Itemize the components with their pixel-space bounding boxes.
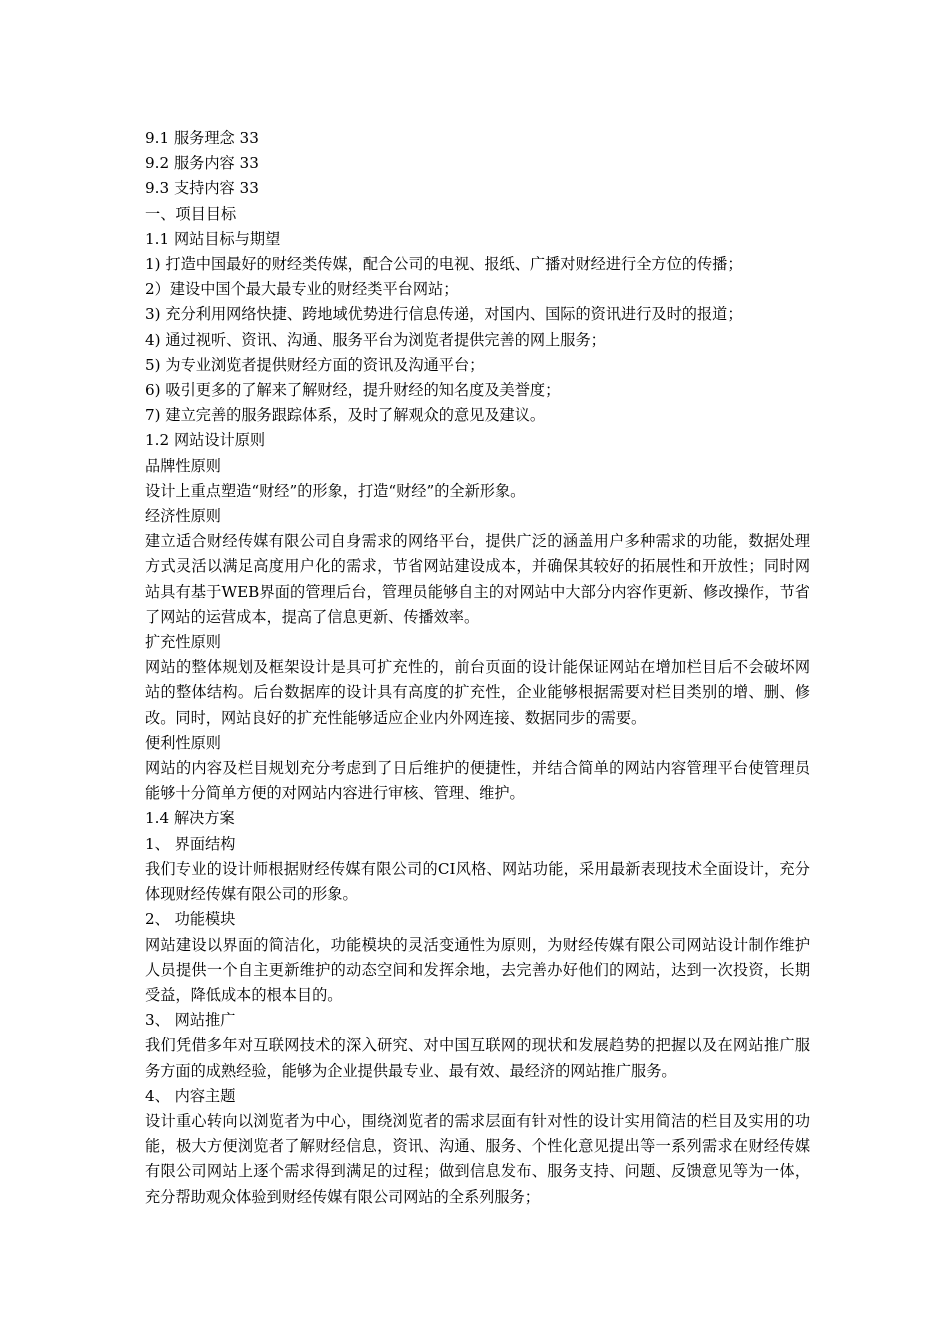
text-line: 9.2 服务内容 33 <box>145 154 259 173</box>
text-line: 品牌性原则 <box>145 456 221 475</box>
text-line: 扩充性原则 <box>145 633 221 652</box>
text-line: 一、项目目标 <box>145 204 237 223</box>
paragraph: 我们专业的设计师根据财经传媒有限公司的CI风格、网站功能，采用最新表现技术全面设计，充分体现财经传媒有限公司的形象。 <box>145 859 810 904</box>
text-line: 6) 吸引更多的了解来了解财经，提升财经的知名度及美誉度； <box>145 381 561 400</box>
text-line: 5) 为专业浏览者提供财经方面的资讯及沟通平台； <box>145 355 485 374</box>
text-line: 3) 充分利用网络快捷、跨地域优势进行信息传递，对国内、国际的资讯进行及时的报道； <box>145 305 743 324</box>
text-line: 1.4 解决方案 <box>145 809 235 828</box>
text-line: 1.1 网站目标与期望 <box>145 229 281 248</box>
text-line: 7) 建立完善的服务跟踪体系，及时了解观众的意见及建议。 <box>145 406 546 425</box>
text-line: 便利性原则 <box>145 733 221 752</box>
text-line: 4、 内容主题 <box>145 1086 236 1105</box>
text-line: 2、 功能模块 <box>145 910 236 929</box>
document-body <box>145 126 810 1210</box>
paragraph: 网站的整体规划及框架设计是具可扩充性的，前台页面的设计能保证网站在增加栏目后不会破坏网站的整体结构。后台数据库的设计具有高度的扩充性，企业能够根据需要对栏目类别的增、删、修改。同时，网站良好的扩充性能够适应企业内外网连接、数据同步的需要。 <box>145 658 810 727</box>
text-line: 设计上重点塑造“财经”的形象，打造“财经”的全新形象。 <box>145 481 526 500</box>
text-line: 1.2 网站设计原则 <box>145 431 266 450</box>
text-line: 9.3 支持内容 33 <box>145 179 259 198</box>
text-line: 经济性原则 <box>145 507 221 526</box>
text-line: 4) 通过视听、资讯、沟通、服务平台为浏览者提供完善的网上服务； <box>145 330 606 349</box>
paragraph: 网站的内容及栏目规划充分考虑到了日后维护的便捷性，并结合简单的网站内容管理平台使管理员能够十分简单方便的对网站内容进行审核、管理、维护。 <box>145 759 810 803</box>
paragraph: 建立适合财经传媒有限公司自身需求的网络平台，提供广泛的涵盖用户多种需求的功能，数据处理方式灵活以满足高度用户化的需求，节省网站建设成本，并确保其较好的拓展性和开放性；同时网站具有基于WEB界面的管理后台，管理员能够自主的对网站中大部分内容作更新、修改操作，节省了网站的运营成本，提高了信息更新、传播效率。 <box>145 532 810 626</box>
paragraph: 我们凭借多年对互联网技术的深入研究、对中国互联网的现状和发展趋势的把握以及在网站推广服务方面的成熟经验，能够为企业提供最专业、最有效、最经济的网站推广服务。 <box>145 1036 810 1080</box>
text-line: 1、 界面结构 <box>145 834 236 853</box>
text-line: 3、 网站推广 <box>145 1011 236 1030</box>
paragraph: 网站建设以界面的简洁化，功能模块的灵活变通性为原则，为财经传媒有限公司网站设计制作维护人员提供一个自主更新维护的动态空间和发挥余地，去完善办好他们的网站，达到一次投资，长期受益，降低成本的根本目的。 <box>145 935 810 1004</box>
text-line: 9.1 服务理念 33 <box>145 129 259 147</box>
text-line: 2）建设中国个最大最专业的财经类平台网站； <box>145 280 459 299</box>
text-line: 1) 打造中国最好的财经类传媒，配合公司的电视、报纸、广播对财经进行全方位的传播； <box>145 255 743 274</box>
paragraph: 设计重心转向以浏览者为中心，围绕浏览者的需求层面有针对性的设计实用简洁的栏目及实用的功能，极大方便浏览者了解财经信息，资讯、沟通、服务、个性化意见提出等一系列需求在财经传媒有限公司网站上逐个需求得到满足的过程；做到信息发布、服务支持、问题、反馈意见等为一体，充分帮助观众体验到财经传媒有限公司网站的全系列服务； <box>145 1111 810 1206</box>
